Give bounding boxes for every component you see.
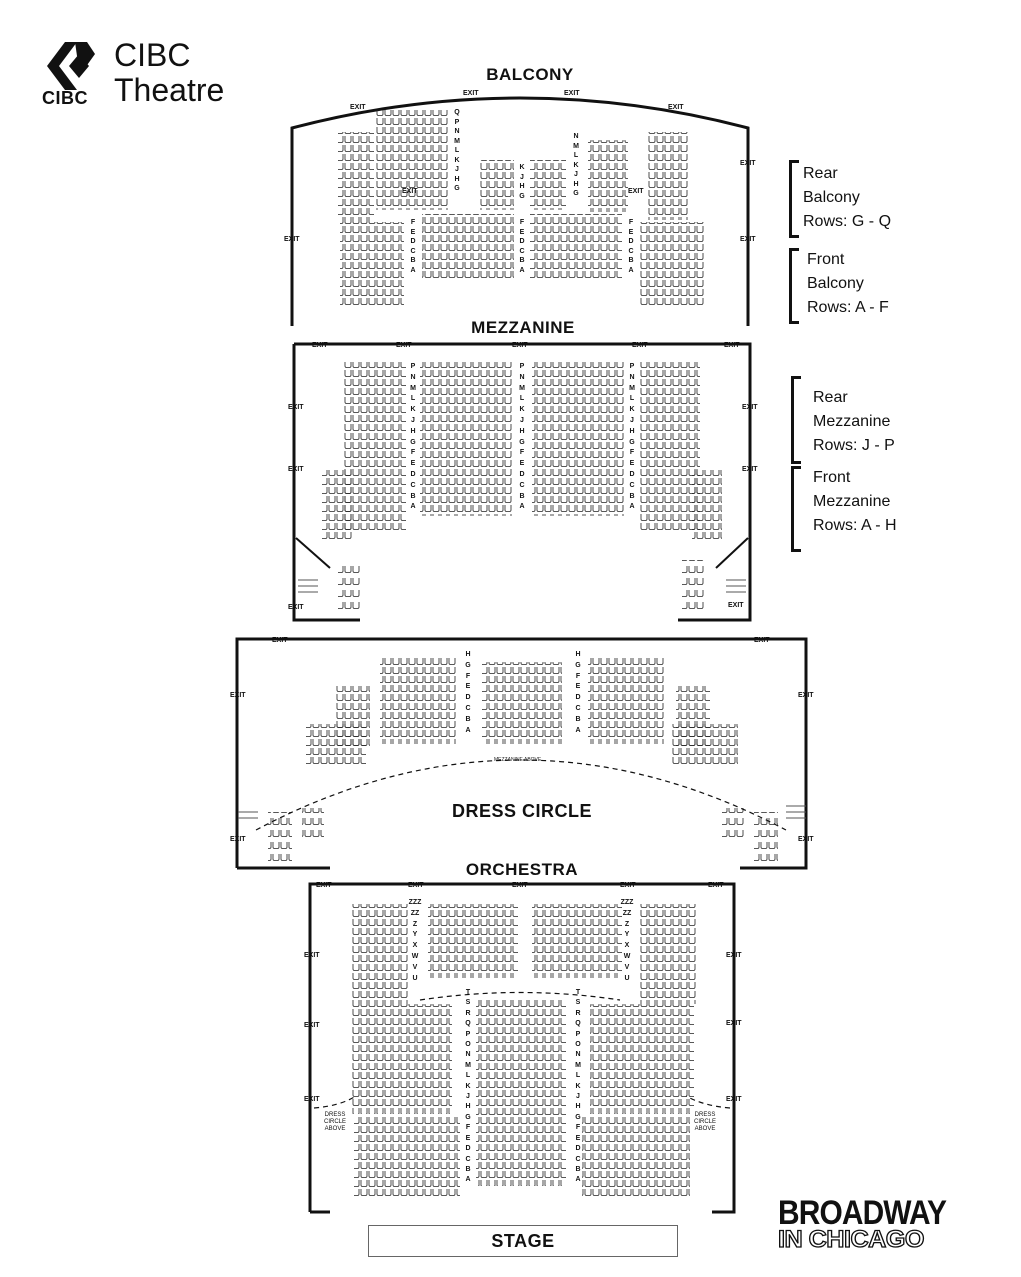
- row-letters-orchestra-front-left: [462, 988, 474, 1186]
- exit-sign: EXIT: [740, 236, 756, 243]
- exit-sign: EXIT: [620, 882, 636, 889]
- row-letter: L: [575, 1072, 581, 1080]
- row-letter: J: [520, 416, 524, 424]
- mezzanine-above-line: [256, 760, 786, 830]
- legend-front-mezzanine: Front Mezzanine Rows: A - H: [813, 469, 897, 534]
- row-letter: P: [629, 363, 635, 370]
- row-letter: F: [519, 219, 525, 226]
- row-letter: N: [573, 133, 579, 140]
- row-letter: E: [410, 228, 416, 236]
- row-letter: T: [465, 989, 471, 996]
- row-letters-dress-circle-right: [572, 650, 584, 736]
- row-letter: A: [410, 503, 416, 511]
- exit-sign: EXIT: [288, 466, 304, 473]
- row-letters-dress-circle-left: [462, 650, 474, 736]
- stage: STAGE: [368, 1225, 678, 1257]
- row-letter: M: [629, 384, 635, 392]
- row-letter: D: [410, 238, 416, 245]
- row-letter: S: [465, 999, 471, 1007]
- cibc-brand-wordmark: CIBC: [42, 88, 88, 108]
- row-letter: J: [466, 1093, 470, 1101]
- row-letters-balcony-rear-right: [570, 132, 582, 199]
- exit-sign: EXIT: [288, 404, 304, 411]
- row-letter: L: [454, 147, 460, 154]
- row-letters-balcony-front-right: [625, 218, 637, 275]
- rear-mezzanine-bracket: [791, 376, 801, 464]
- exit-sign: EXIT: [668, 104, 684, 111]
- row-letter: C: [465, 704, 471, 712]
- front-mezzanine-bracket: [791, 466, 801, 552]
- row-letter: J: [574, 171, 578, 178]
- dress-circle-above-left: [314, 1096, 356, 1108]
- exit-sign: EXIT: [754, 637, 770, 644]
- row-letter: E: [465, 1134, 471, 1142]
- row-letter: K: [519, 406, 525, 414]
- row-letter: B: [465, 1165, 471, 1173]
- row-letter: R: [575, 1009, 581, 1017]
- row-letter: E: [575, 1134, 581, 1142]
- exit-sign: EXIT: [726, 1096, 742, 1103]
- exit-sign: EXIT: [304, 1022, 320, 1029]
- row-letter: ZZ: [410, 909, 420, 917]
- row-letter: N: [410, 373, 416, 381]
- row-letter: X: [624, 942, 630, 950]
- row-letter: G: [573, 190, 579, 197]
- row-letter: Q: [575, 1020, 581, 1028]
- row-letter: H: [465, 1103, 471, 1111]
- row-letter: W: [623, 952, 631, 960]
- row-letter: D: [575, 694, 581, 702]
- row-letter: G: [454, 185, 460, 192]
- exit-sign: EXIT: [316, 882, 332, 889]
- exit-sign: EXIT: [408, 882, 424, 889]
- row-letter: N: [465, 1051, 471, 1059]
- row-letter: K: [465, 1082, 471, 1090]
- row-letter: F: [465, 1124, 471, 1132]
- row-letter: O: [465, 1041, 471, 1049]
- row-letter: H: [575, 1103, 581, 1111]
- row-letter: N: [575, 1051, 581, 1059]
- row-letters-balcony-front-center: [516, 218, 528, 275]
- row-letter: F: [465, 672, 471, 680]
- row-letter: A: [575, 1176, 581, 1184]
- row-letter: J: [520, 173, 524, 181]
- row-letter: L: [573, 152, 579, 159]
- dress-circle-above-note-left: DRESS CIRCLE ABOVE: [323, 1112, 346, 1132]
- exit-sign: EXIT: [350, 104, 366, 111]
- row-letter: K: [519, 164, 525, 171]
- dress-circle-title: DRESS CIRCLE: [451, 801, 592, 821]
- row-letter: N: [519, 373, 525, 381]
- row-letter: Z: [412, 920, 418, 928]
- exit-sign: EXIT: [564, 90, 580, 97]
- exit-sign: EXIT: [740, 160, 756, 167]
- exit-sign: EXIT: [230, 692, 246, 699]
- row-letter: F: [519, 449, 525, 457]
- row-letter: D: [465, 694, 471, 702]
- exit-sign: EXIT: [230, 836, 246, 843]
- exit-sign: EXIT: [463, 90, 479, 97]
- row-letter: E: [628, 228, 634, 236]
- row-letter: V: [624, 963, 630, 971]
- row-letter: E: [410, 460, 416, 468]
- row-letter: D: [519, 470, 525, 478]
- row-letter: E: [519, 460, 525, 468]
- row-letter: ZZZ: [620, 899, 634, 906]
- row-letter: U: [624, 974, 630, 982]
- row-letter: F: [410, 219, 416, 226]
- row-letter: B: [628, 257, 634, 264]
- row-letter: H: [519, 183, 525, 190]
- legend-front-balcony: Front Balcony Rows: A - F: [807, 251, 889, 316]
- row-letter: B: [410, 257, 416, 264]
- row-letter: A: [519, 266, 525, 274]
- row-letter: C: [465, 1155, 471, 1163]
- exit-sign: EXIT: [742, 404, 758, 411]
- row-letter: N: [629, 373, 635, 381]
- exit-sign: EXIT: [304, 952, 320, 959]
- exit-sign: EXIT: [402, 188, 418, 195]
- exit-sign: EXIT: [632, 342, 648, 349]
- row-letter: B: [575, 1165, 581, 1173]
- row-letter: D: [628, 238, 634, 245]
- row-letters-balcony-rear-center: [516, 163, 528, 201]
- row-letter: N: [454, 128, 460, 135]
- row-letter: M: [410, 384, 416, 392]
- row-letters-mezzanine-right: [626, 362, 638, 513]
- row-letter: G: [629, 438, 635, 446]
- exit-sign: EXIT: [742, 466, 758, 473]
- broadway-in-chicago-logo: BROADWAY: [778, 1194, 947, 1232]
- row-letter: A: [465, 726, 471, 734]
- row-letter: H: [465, 651, 471, 658]
- row-letter: B: [575, 715, 581, 723]
- row-letter: A: [628, 266, 634, 274]
- mezzanine-title: MEZZANINE: [471, 318, 575, 337]
- exit-sign: EXIT: [512, 342, 528, 349]
- row-letter: A: [519, 503, 525, 511]
- exit-sign: EXIT: [726, 952, 742, 959]
- row-letter: J: [411, 416, 415, 424]
- row-letter: C: [575, 1155, 581, 1163]
- row-letter: K: [454, 156, 460, 164]
- row-letter: J: [576, 1093, 580, 1101]
- row-letter: M: [465, 1061, 471, 1069]
- row-letter: P: [454, 118, 460, 126]
- exit-sign: EXIT: [724, 342, 740, 349]
- exit-sign: EXIT: [312, 342, 328, 349]
- row-letter: L: [629, 395, 635, 403]
- row-letters-mezzanine-center: [516, 362, 528, 513]
- row-letter: H: [519, 427, 525, 435]
- legend-rear-mezzanine: Rear Mezzanine Rows: J - P: [813, 389, 895, 454]
- row-letter: D: [629, 470, 635, 478]
- row-letter: L: [410, 395, 416, 403]
- exit-sign: EXIT: [628, 188, 644, 195]
- row-letter: V: [412, 963, 418, 971]
- balcony-seats: [338, 110, 704, 306]
- row-letter: J: [455, 166, 459, 173]
- orchestra-title: ORCHESTRA: [465, 860, 579, 879]
- row-letter: ZZ: [622, 909, 632, 917]
- row-letter: G: [465, 661, 471, 669]
- row-letter: D: [575, 1145, 581, 1153]
- row-letter: U: [412, 974, 418, 982]
- row-letter: M: [454, 137, 460, 145]
- row-letter: B: [629, 492, 635, 500]
- row-letter: A: [629, 503, 635, 511]
- exit-sign: EXIT: [708, 882, 724, 889]
- row-letter: G: [575, 1113, 581, 1121]
- exit-sign: EXIT: [798, 836, 814, 843]
- exit-sign: EXIT: [726, 1020, 742, 1027]
- row-letter: P: [410, 363, 416, 370]
- row-letter: F: [410, 449, 416, 457]
- row-letter: M: [519, 384, 525, 392]
- row-letter: Y: [412, 931, 418, 939]
- row-letter: F: [575, 672, 581, 680]
- row-letter: F: [575, 1124, 581, 1132]
- row-letter: G: [519, 192, 525, 200]
- row-letters-orchestra-front-right: [572, 988, 584, 1186]
- row-letter: C: [575, 704, 581, 712]
- row-letter: P: [575, 1030, 581, 1038]
- row-letter: L: [465, 1072, 471, 1080]
- row-letter: C: [628, 247, 634, 255]
- row-letter: A: [465, 1176, 471, 1184]
- row-letter: Y: [624, 931, 630, 939]
- row-letter: D: [410, 470, 416, 478]
- row-letter: K: [410, 406, 416, 414]
- row-letter: K: [575, 1082, 581, 1090]
- dress-circle-above-note-right: DRESS CIRCLE ABOVE: [693, 1112, 716, 1132]
- row-letter: H: [573, 180, 579, 188]
- row-letter: C: [410, 481, 416, 489]
- row-letter: D: [465, 1145, 471, 1153]
- row-letter: C: [519, 481, 525, 489]
- row-letter: A: [575, 726, 581, 734]
- row-letter: H: [575, 651, 581, 658]
- row-letters-orchestra-rear-right: [612, 898, 642, 984]
- exit-sign: EXIT: [512, 882, 528, 889]
- row-letter: F: [629, 449, 635, 457]
- row-letter: H: [629, 427, 635, 435]
- row-letter: M: [575, 1061, 581, 1069]
- row-letter: P: [519, 363, 525, 370]
- mezzanine-above-note: MEZZANINE ABOVE: [494, 757, 542, 763]
- row-letter: C: [410, 247, 416, 255]
- row-letter: H: [410, 427, 416, 435]
- exit-sign: EXIT: [272, 637, 288, 644]
- balcony-title: BALCONY: [486, 65, 574, 84]
- row-letter: H: [454, 175, 460, 183]
- row-letter: O: [575, 1041, 581, 1049]
- row-letter: D: [519, 238, 525, 245]
- exit-sign: EXIT: [728, 602, 744, 609]
- theatre-title: CIBC Theatre: [114, 37, 225, 108]
- row-letters-mezzanine-left: [407, 362, 419, 513]
- row-letter: E: [629, 460, 635, 468]
- row-letter: Q: [465, 1020, 471, 1028]
- row-letter: E: [519, 228, 525, 236]
- exit-sign: EXIT: [288, 604, 304, 611]
- row-letter: S: [575, 999, 581, 1007]
- exit-sign: EXIT: [304, 1096, 320, 1103]
- row-letter: M: [573, 142, 579, 150]
- exit-sign: EXIT: [284, 236, 300, 243]
- front-balcony-bracket: [789, 248, 799, 324]
- row-letters-balcony-rear-left: [451, 108, 463, 194]
- row-letter: B: [410, 492, 416, 500]
- row-letter: T: [575, 989, 581, 996]
- row-letter: R: [465, 1009, 471, 1017]
- legend-rear-balcony: Rear Balcony Rows: G - Q: [803, 165, 892, 230]
- rear-balcony-bracket: [789, 160, 799, 238]
- row-letter: B: [519, 257, 525, 264]
- row-letter: E: [575, 683, 581, 691]
- row-letter: Z: [624, 920, 630, 928]
- row-letter: K: [573, 161, 579, 169]
- row-letter: ZZZ: [408, 899, 422, 906]
- row-letter: W: [411, 952, 419, 960]
- row-letter: B: [519, 492, 525, 500]
- row-letters-balcony-front-left: [407, 218, 419, 275]
- row-letter: F: [628, 219, 634, 226]
- row-letter: B: [465, 715, 471, 723]
- row-letter: E: [465, 683, 471, 691]
- row-letter: C: [519, 247, 525, 255]
- row-letter: G: [410, 438, 416, 446]
- row-letter: J: [630, 416, 634, 424]
- exit-sign: EXIT: [396, 342, 412, 349]
- row-letter: G: [575, 661, 581, 669]
- row-letter: L: [519, 395, 525, 403]
- row-letter: Q: [454, 109, 460, 116]
- exit-sign: EXIT: [798, 692, 814, 699]
- row-letter: K: [629, 406, 635, 414]
- row-letter: C: [629, 481, 635, 489]
- row-letter: X: [412, 942, 418, 950]
- row-letter: G: [519, 438, 525, 446]
- row-letter: P: [465, 1030, 471, 1038]
- broadway-in-chicago-logo-sub: IN CHICAGO: [778, 1226, 924, 1253]
- row-letter: G: [465, 1113, 471, 1121]
- row-letters-orchestra-rear-left: [400, 898, 430, 984]
- row-letter: A: [410, 266, 416, 274]
